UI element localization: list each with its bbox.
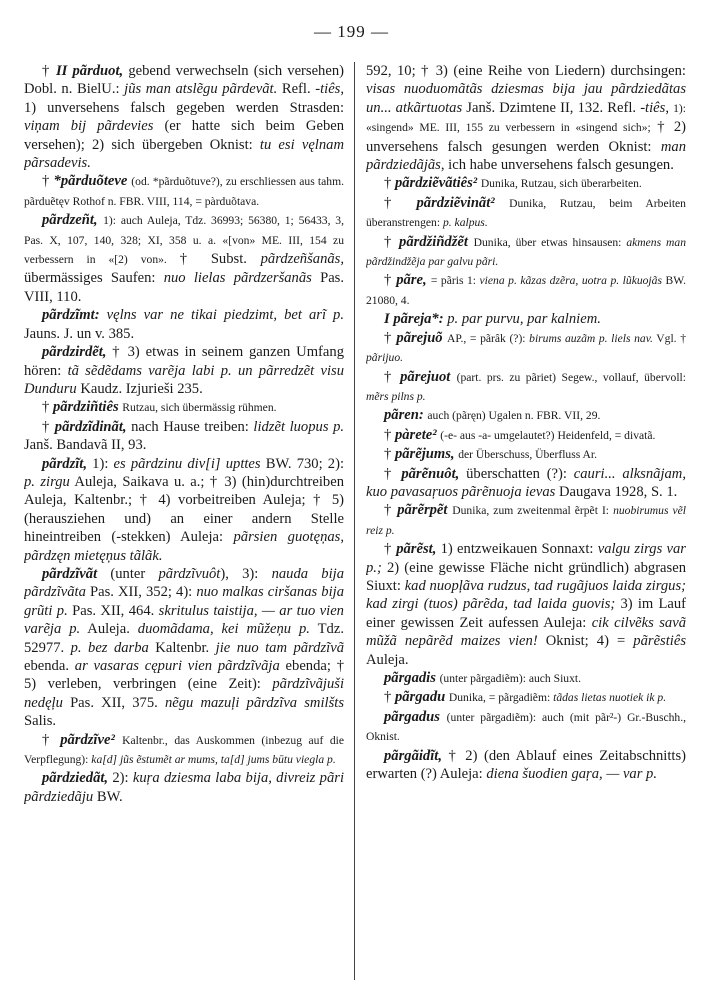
left-column — [24, 62, 344, 987]
dictionary-entry: † pãrgadu Dunika, = pãrgadiẽm: tãdas lietas nuotiek ik p. — [384, 689, 667, 706]
dictionary-entry: pãrdzeñt, 1): auch Auleja, Tdz. 36993; 56380, 1; 56433, 3, Pas. X, 107, 140, 328; XI, 358 u. a. «[von» ME. III, 154 zu verbessern in «[2) von». † Subst. pãrdzeñšanãs, übermässiges Saufen: nuo lielas pãrdzeršanãs Pas. VIII, 110. — [24, 212, 344, 305]
dictionary-entry: † pãrejuot (part. prs. zu pãriet) Segew., vollauf, übervoll: mẽrs pilns p. — [366, 368, 686, 403]
dictionary-entry: † pãrẽrpẽt Dunika, zum zweitenmal ẽrpẽt I: nuobirumus vẽl reiz p. — [366, 502, 686, 537]
dictionary-entry: † pãrdzĩve² Kaltenbr., das Auskommen (inbezug auf die Verpflegung): ka[d] jũs ẽstumẽt ar mums, ta[d] jums būtu viegla p. — [24, 731, 344, 767]
dictionary-entry: † pàrete² (-e- aus -a- umgelautet?) Heidenfeld, = divatã. — [384, 426, 656, 443]
dictionary-entry: † pãrdžiñdžẽt Dunika, über etwas hinsausen: akmens man pãrdžindžẽja par galvu pãri. — [366, 233, 686, 269]
dictionary-entry: pãrdzĩmt: vęlns var ne tikai piedzimt, bet arĩ p. Jauns. J. un v. 385. — [24, 307, 344, 342]
dictionary-entry: † II pãrduot, gebend verwechseln (sich versehen) Dobl. n. BielU.: jũs man atslẽgu pãrdevãt. Refl. -tiês, 1) unversehens falsch gegeben werden Strasden: viņam bij pãrdevies (er hatte sich beim Geben versehen); 2) sich übergeben Oknist: tu esi vęlnam pãrsadevis. — [24, 63, 344, 172]
dictionary-entry: I pãreja*: p. par purvu, par kalniem. — [384, 311, 601, 328]
dictionary-entry: † pãrẽjums, der Überschuss, Überfluss Ar. — [384, 446, 597, 463]
dictionary-entry: † *pãrduõteve (od. *pãrduõtuve?), zu erschliessen aus tahm. pãrduẽtęv Rothof n. FBR. VIII, 114, = pàrduõtava. — [24, 173, 344, 208]
dictionary-entry: † pãrdziẽvãtiês² Dunika, Rutzau, sich überarbeiten. — [384, 175, 642, 192]
dictionary-entry: pãrdzĩt, 1): es pãrdzinu div[i] upttes BW. 730; 2): p. zirgu Auleja, Saikava u. a.; † 3) (hin)durchtreiben Auleja, Kaltenbr.; † 4) vorbeitreiben Auleja; † 5) (herausziehen und) an einer andern Stelle hineintreiben (-stekken) Auleja: pãrsien guotęņas, pãrdzęn mietęņus tãlãk. — [24, 455, 344, 564]
column-divider — [354, 62, 355, 980]
dictionary-entry: pãrdzirdẽt, † 3) etwas in seinem ganzen Umfang hören: tã sẽdẽdams varẽja labi p. un pãrredzẽt visu Dunduru Kaudz. Izjurieši 235. — [24, 344, 344, 397]
dictionary-entry: pãrgadis (unter pãrgadiẽm): auch Siuxt. — [384, 670, 582, 686]
dictionary-entry: † pãrejuõ AP., = pãrâk (?): birums auzãm p. liels nav. Vgl. † pãrijuo. — [366, 329, 686, 365]
dictionary-entry: † pãrẽst, 1) entzweikauen Sonnaxt: valgu zirgs var p.; 2) (eine gewisse Fläche nicht gründlich) abgrasen Siuxt: kad nuopļãva rudzus, tad rugãjuos laida zirgus; kad zirgi (tuos) pãrẽda, tad laida guovis; 3) im Lauf einer gewissen Zeit aufessen Auleja: cik cilvẽks savã mũžã nepãrẽd maizes vien! Oknist; 4) = pãrẽstiês Auleja. — [366, 541, 686, 668]
dictionary-entry: † pãrdziñtiês Rutzau, sich übermässig rühmen. — [42, 399, 277, 416]
dictionary-entry: † pãrẽnuôt, überschatten (?): cauri... alksnãjam, kuo pavasaŗuos pãrẽnuoja ievas Daugava 1928, S. 1. — [366, 465, 686, 500]
dictionary-entry: † pãrdzĩdinãt, nach Hause treiben: lidzẽt luopus p. Janš. Bandavã II, 93. — [24, 418, 344, 454]
dictionary-entry: pãrgadus (unter pãrgadiẽm): auch (mit pãr²-) Gr.-Buschh., Oknist. — [366, 708, 686, 744]
dictionary-entry: pãrdziedãt, 2): kuŗa dziesma laba bija, divreiz pãri pãrdziedãju BW. — [24, 770, 344, 805]
dictionary-entry: † pãre, = pãris 1: viena p. kãzas dzẽra, uotra p. lũkuojãs BW. 21080, 4. — [366, 272, 686, 307]
dictionary-entry: pãren: auch (pãręn) Ugalen n. FBR. VII, 29. — [384, 407, 601, 424]
dictionary-entry: pãrdzĩvãt (unter pãrdzĩvuôt), 3): nauda bija pãrdzĩvãta Pas. XII, 352; 4): nuo malkas ciršanas bija grũti p. Pas. XII, 464. skritulus taistija, — ar tuo vien varẽja p. Auleja. duomãdama, kei mũžeņu p. Tdz. 52977. p. bez darba Kaltenbr. jie nuo tam pãrdzĩvã ebenda. ar vasaras cępuri vien pãrdzĩvãja ebenda; † 5) verleben, verbringen (eine Zeit): pãrdzĩvãjuši nedęļu Pas. XII, 375. nẽgu mazuļi pãrdzĩva smilšts Salis. — [24, 565, 344, 730]
dictionary-entry: pãrgãidĩt, † 2) (den Ablauf eines Zeitabschnitts) erwarten (?) Auleja: diena šuodien gaŗa, — var p. — [366, 747, 686, 783]
dictionary-entry: 592, 10; † 3) (eine Reihe von Liedern) durchsingen: visas nuoduomãtãs dziesmas bija jau pãrdziedãtas un... atkãrtuotas Janš. Dzimtene II, 132. Refl. -tiês, 1): «singend» ME. III, 155 zu verbessern in «singend sich»; † 2) unversehens falsch gesungen werden Oknist: man pãrdziedãjãs, ich habe unversehens falsch gesungen. — [366, 63, 686, 174]
page-number: — 199 — — [314, 22, 389, 41]
right-column — [366, 62, 686, 987]
dictionary-columns — [20, 62, 690, 987]
dictionary-entry: † pãrdziẽvinãt² Dunika, Rutzau, beim Arbeiten überanstrengen: p. kalpus. — [366, 194, 686, 230]
